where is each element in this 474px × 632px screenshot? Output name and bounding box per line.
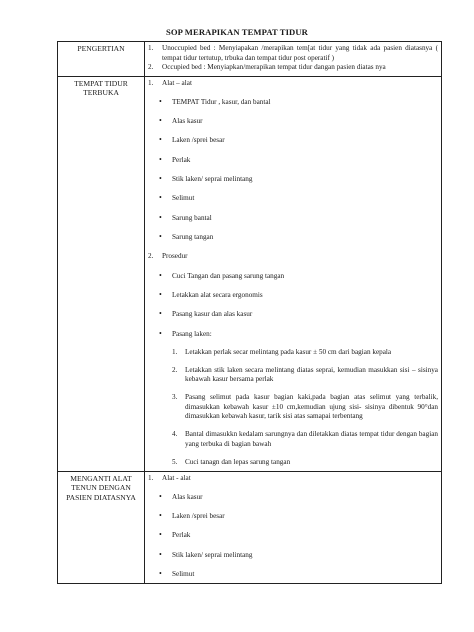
- pengertian-content: [145, 42, 442, 77]
- step-number: 2.: [172, 365, 178, 374]
- list-item: • Cuci Tangan dan pasang sarung tangan: [159, 272, 438, 282]
- alat-heading: Alat – alat: [162, 78, 192, 87]
- step-text: Bantal dimasukkn kedalam sarungnya dan diletakkan diatas tempat tidur dengan bagian yang terbuka di bagian bawah: [185, 430, 438, 448]
- alat-heading: Alat - alat: [162, 473, 191, 482]
- step-number: 5.: [172, 458, 178, 467]
- list-item: • Perlak: [159, 531, 438, 541]
- tempat-tidur-content: [145, 76, 442, 471]
- section-heading: [148, 474, 438, 484]
- row-mengganti-alat-tenun: [58, 471, 442, 583]
- sop-table: [57, 41, 442, 584]
- list-item: • Selimut: [159, 194, 438, 204]
- row-tempat-tidur-terbuka: [58, 76, 442, 471]
- step-item: [172, 366, 438, 385]
- definition-item: [148, 63, 438, 73]
- list-item: • Letakkan alat secara ergonomis: [159, 291, 438, 301]
- list-item: • Pasang laken:: [159, 330, 438, 340]
- list-item: • Laken /sprei besar: [159, 512, 438, 522]
- list-item: • Selimut: [159, 570, 438, 580]
- section-number: 2.: [148, 252, 154, 261]
- step-text: Letakkan stik laken secara melintang diatas seprai, kemudian masukkan sisi – sisinya kebawah kasur bersama perlak: [185, 365, 438, 384]
- list-item: • Pasang kasur dan alas kasur: [159, 310, 438, 320]
- row-pengertian: [58, 42, 442, 77]
- step-item: [172, 430, 438, 449]
- list-item: • Alas kasur: [159, 117, 438, 127]
- row-label-tempat-tidur: TEMPAT TIDUR TERBUKA: [58, 76, 145, 471]
- step-number: 4.: [172, 430, 178, 439]
- list-item: • Alas kasur: [159, 493, 438, 503]
- step-number: 1.: [172, 347, 178, 356]
- section-number: 1.: [148, 473, 154, 482]
- definition-item: [148, 44, 438, 63]
- document-title: SOP MERAPIKAN TEMPAT TIDUR: [166, 27, 308, 37]
- step-item: [172, 458, 438, 468]
- row-label-pengertian: PENGERTIAN: [58, 42, 145, 77]
- laken-steps: [148, 348, 438, 468]
- list-item: • Perlak: [159, 156, 438, 166]
- row-label-mengganti: MENGANTI ALAT TENUN DENGAN PASIEN DIATASNYA: [58, 471, 145, 583]
- definition-occupied: Occupied bed : Menyiapkan/merapikan tempat tidur dangan pasien diatas nya: [162, 63, 386, 71]
- step-text: Pasang selimut pada kasur bagian kaki,pada bagian atas selimut yang terbalik, dimasukkan kebawah kasur ±10 cm,kemudian ujung sisi- sisinya dibentuk 90°dan dimasukkan kebawah kasur, tarik sisi atas samapai terbentang: [185, 393, 438, 421]
- section-number: 1.: [148, 78, 154, 87]
- prosedur-list: [148, 272, 438, 339]
- prosedur-heading: Prosedur: [162, 252, 188, 261]
- section-heading: [148, 79, 438, 89]
- definition-unoccupied: Unoccupied bed : Menyiapakan /merapikan tem[at tidur yang tidak ada pasien diatasnya ( tempat tidur tertutup, trbuka dan tempat tidur post operatif ): [162, 44, 438, 62]
- alat-list: [148, 493, 438, 580]
- alat-list: [148, 98, 438, 243]
- list-item: • Stik laken/ seprai melintang: [159, 551, 438, 561]
- list-item: • Sarung bantal: [159, 214, 438, 224]
- section-heading: [148, 252, 438, 262]
- step-item: [172, 348, 438, 358]
- list-item: • Sarung tangan: [159, 233, 438, 243]
- list-item: • Laken /sprei besar: [159, 136, 438, 146]
- list-item: • Stik laken/ seprai melintang: [159, 175, 438, 185]
- item-number: 1.: [148, 44, 154, 52]
- step-text: Letakkan perlak secar melintang pada kasur ± 50 cm dari bagian kepala: [185, 347, 392, 356]
- list-item: • TEMPAT Tidur , kasur, dan bantal: [159, 98, 438, 108]
- step-text: Cuci tanagn dan lepas sarung tangan: [185, 458, 291, 467]
- step-number: 3.: [172, 393, 178, 402]
- step-item: [172, 393, 438, 422]
- mengganti-content: [145, 471, 442, 583]
- item-number: 2.: [148, 63, 154, 71]
